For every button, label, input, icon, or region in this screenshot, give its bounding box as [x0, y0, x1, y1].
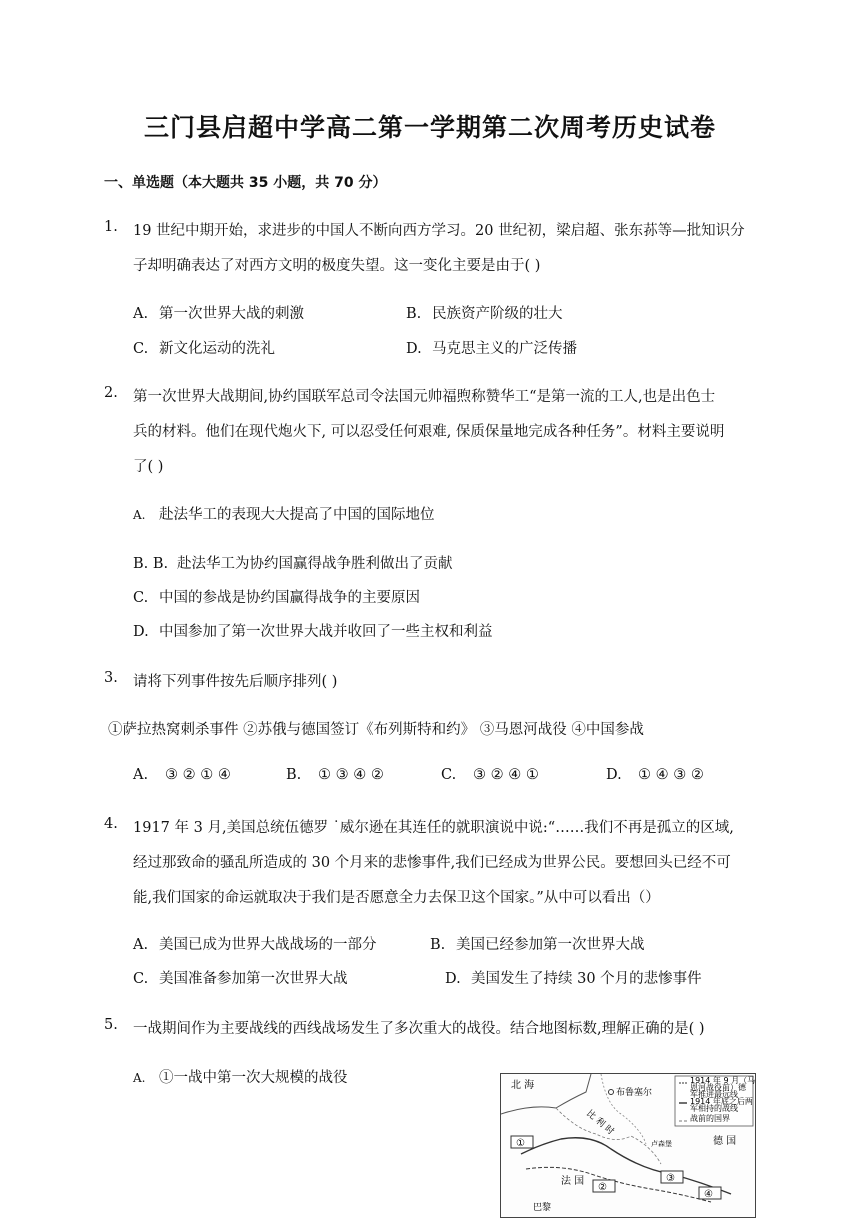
question-text: 兵的材料。他们在现代炮火下, 可以忍受任何艰难, 保质保量地完成各种任务”。材料主要说明	[133, 424, 725, 440]
option-text: 赴法华工为协约国赢得战争胜利做出了贡献	[177, 556, 453, 572]
option-text: 美国已成为世界大战战场的一部分	[159, 937, 377, 953]
option-letter: A.	[133, 508, 146, 522]
option-d[interactable]	[606, 767, 704, 783]
question-text: 请将下列事件按先后顺序排列( )	[133, 674, 338, 690]
option-text: ① ③ ④ ②	[318, 767, 384, 783]
legend-label: 1914 年底之后两	[690, 1097, 753, 1106]
question-text: 能,我们国家的命运就取决于我们是否愿意全力去保卫这个国家。”从中可以看出（）	[133, 890, 660, 906]
legend-label: 1914 年 9 月（马	[690, 1076, 755, 1085]
option-text: ① ④ ③ ②	[638, 767, 704, 783]
question-number: 2.	[104, 385, 118, 401]
event-list: ①萨拉热窝刺杀事件 ②苏俄与德国签订《布列斯特和约》 ③马恩河战役 ④中国参战	[108, 722, 644, 738]
option-letter: A.	[133, 1071, 146, 1085]
option-c[interactable]	[133, 967, 348, 988]
option-letter: C.	[133, 971, 149, 987]
map-label-luxembourg: 卢森堡	[651, 1140, 672, 1148]
question-number: 4.	[104, 816, 118, 832]
option-text: ③ ② ① ④	[165, 767, 231, 783]
option-letter: D.	[445, 971, 461, 987]
question-number: 1.	[104, 219, 118, 235]
option-d[interactable]	[445, 967, 702, 988]
legend-label: 军推进最远线	[690, 1090, 738, 1099]
option-letter: A.	[133, 767, 149, 783]
option-d[interactable]	[133, 620, 493, 641]
option-text: 中国的参战是协约国赢得战争的主要原因	[159, 590, 420, 606]
option-c[interactable]	[133, 586, 420, 607]
legend-label: 战前的国界	[690, 1114, 730, 1123]
option-a[interactable]	[133, 933, 377, 954]
option-b[interactable]	[430, 933, 645, 954]
question-number: 3.	[104, 670, 118, 686]
marker-1-label: ①	[516, 1138, 525, 1149]
marker-4-label: ④	[704, 1189, 713, 1200]
city-marker	[609, 1090, 614, 1095]
option-letter: B.	[430, 937, 446, 953]
map-label-sea: 北 海	[511, 1080, 535, 1091]
map-label-belgium: 比 利 时	[584, 1108, 616, 1138]
legend-label: 军相持的战线	[690, 1104, 738, 1113]
option-d[interactable]	[406, 337, 577, 358]
legend-label: 恩河战役前）德	[690, 1083, 746, 1092]
marker-2-label: ②	[598, 1182, 607, 1193]
option-text: 马克思主义的广泛传播	[432, 341, 577, 357]
option-text: 美国已经参加第一次世界大战	[456, 937, 645, 953]
option-a[interactable]	[133, 503, 435, 524]
option-b[interactable]	[133, 552, 453, 573]
option-letter: B.	[286, 767, 302, 783]
option-letter: C.	[441, 767, 457, 783]
map-label-france: 法 国	[561, 1176, 585, 1187]
question-text: 1917 年 3 月,美国总统伍德罗 ˙威尔逊在其连任的就职演说中说:“……我们不再是孤立的区域,	[133, 820, 734, 836]
section-heading: 一、单选题（本大题共 35 小题，共 70 分）	[104, 175, 387, 191]
map-label-germany: 德 国	[713, 1136, 737, 1147]
option-text: 中国参加了第一次世界大战并收回了一些主权和利益	[159, 624, 493, 640]
front-line	[521, 1138, 731, 1194]
question-number: 5.	[104, 1017, 118, 1033]
option-c[interactable]	[133, 337, 275, 358]
option-letter: A.	[133, 937, 149, 953]
option-text: 民族资产阶级的壮大	[432, 306, 563, 322]
question-text: 子却明确表达了对西方文明的极度失望。这一变化主要是由于( )	[133, 258, 541, 274]
marker-3-label: ③	[666, 1173, 675, 1184]
option-a[interactable]	[133, 302, 304, 323]
option-text: 美国发生了持续 30 个月的悲惨事件	[471, 971, 702, 987]
option-text: 新文化运动的洗礼	[159, 341, 275, 357]
option-letter: D.	[406, 341, 422, 357]
option-text: 第一次世界大战的刺激	[159, 306, 304, 322]
option-b[interactable]	[286, 767, 384, 783]
option-text: 美国准备参加第一次世界大战	[159, 971, 348, 987]
page-title: 三门县启超中学高二第一学期第二次周考历史试卷	[143, 113, 716, 142]
question-text: 一战期间作为主要战线的西线战场发生了多次重大的战役。结合地图标数,理解正确的是( )	[133, 1021, 705, 1037]
option-letter: B.	[406, 306, 422, 322]
map-graphic	[501, 1074, 755, 1217]
option-letter: B. B.	[133, 556, 169, 572]
map-label-city: 布鲁塞尔	[616, 1088, 653, 1098]
option-letter: C.	[133, 590, 149, 606]
option-letter: D.	[133, 624, 149, 640]
option-a[interactable]	[133, 767, 231, 783]
option-b[interactable]	[406, 302, 563, 323]
option-text: ③ ② ④ ①	[473, 767, 539, 783]
option-text: 赴法华工的表现大大提高了中国的国际地位	[159, 507, 435, 523]
question-text: 19 世纪中期开始，求进步的中国人不断向西方学习。20 世纪初，梁启超、张东荪等—批知识分	[133, 223, 745, 239]
option-a[interactable]	[133, 1066, 348, 1087]
option-letter: C.	[133, 341, 149, 357]
western-front-map	[500, 1073, 756, 1218]
option-c[interactable]	[441, 767, 539, 783]
map-label-paris: 巴黎	[533, 1203, 552, 1213]
question-text: 第一次世界大战期间,协约国联军总司令法国元帅福煦称赞华工“是第一流的工人,也是出色士	[133, 389, 716, 405]
question-text: 了( )	[133, 459, 164, 475]
option-letter: A.	[133, 306, 149, 322]
question-text: 经过那致命的骚乱所造成的 30 个月来的悲惨事件,我们已经成为世界公民。要想回头已经不可	[133, 855, 731, 871]
option-letter: D.	[606, 767, 622, 783]
option-text: ①一战中第一次大规模的战役	[159, 1070, 348, 1086]
